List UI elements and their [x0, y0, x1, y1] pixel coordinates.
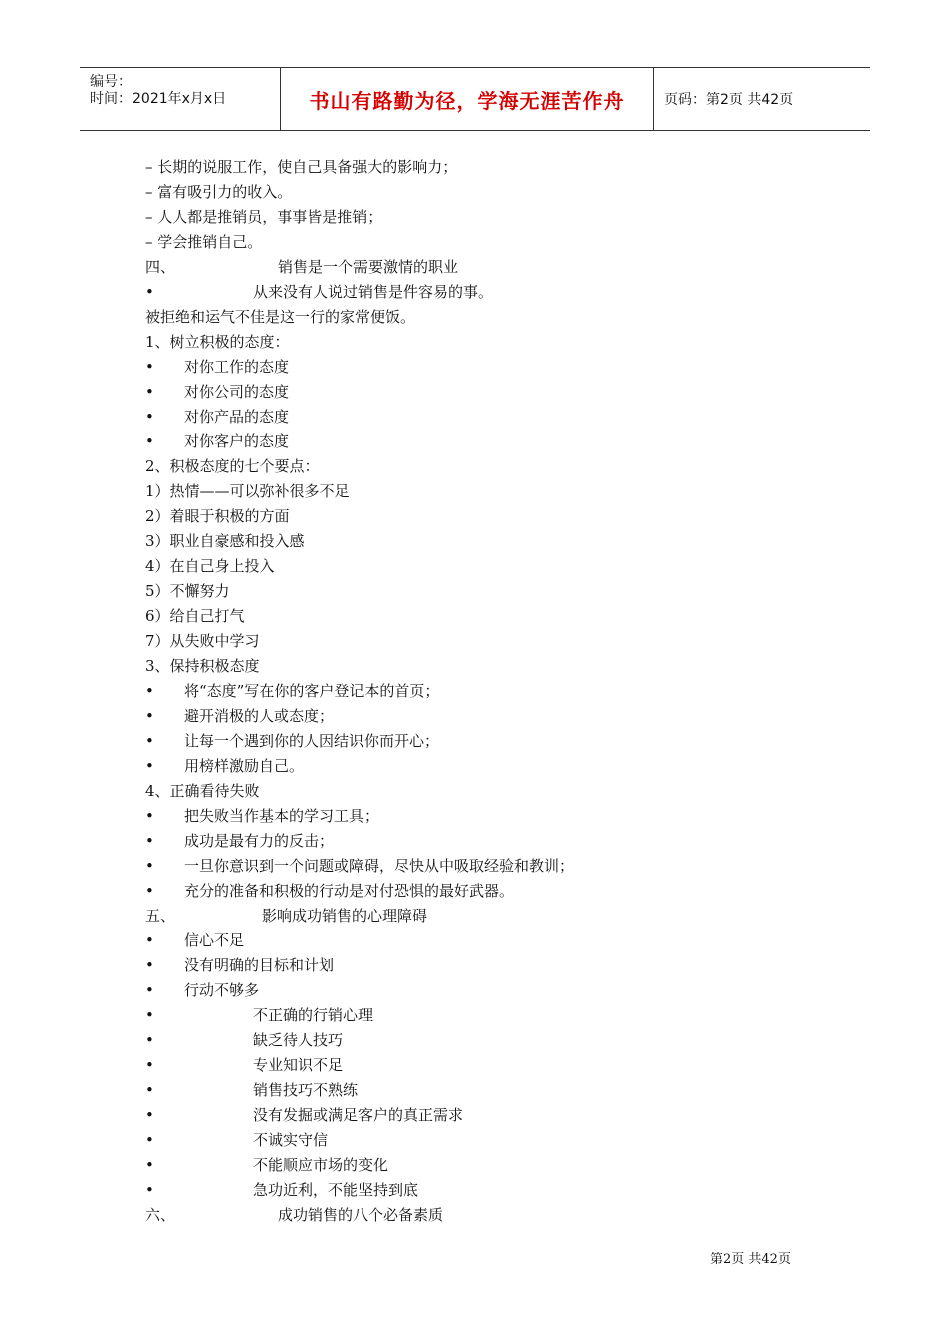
bullet-marker: • — [145, 1106, 154, 1125]
body-text-line: – 富有吸引力的收入。 — [145, 182, 293, 201]
page-footer-number: 第2页 共42页 — [710, 1252, 791, 1267]
document-number-label: 编号： — [90, 74, 132, 90]
bullet-marker: • — [145, 1131, 154, 1150]
bullet-marker: • — [145, 1006, 154, 1025]
body-text-line: 3）职业自豪感和投入感 — [145, 532, 305, 551]
body-text-line: 销售技巧不熟练 — [253, 1081, 359, 1100]
body-text-line: 4、正确看待失败 — [145, 781, 260, 800]
bullet-marker: • — [145, 282, 154, 301]
body-text-line: 不能顺应市场的变化 — [253, 1156, 389, 1174]
bullet-marker: • — [145, 856, 154, 875]
bullet-marker: • — [145, 981, 154, 1000]
body-text-line: 销售是一个需要激情的职业 — [278, 257, 459, 276]
body-text-line: 1、树立积极的态度： — [145, 332, 290, 351]
bullet-marker: • — [145, 1056, 154, 1075]
body-text-line: 对你工作的态度 — [184, 357, 290, 376]
body-text-line: 3、保持积极态度 — [145, 657, 260, 675]
document-date-label: 时间：2021年x月x日 — [90, 91, 227, 107]
body-text-line: 没有明确的目标和计划 — [184, 956, 335, 975]
body-text-line: 没有发掘或满足客户的真正需求 — [253, 1106, 464, 1125]
bullet-marker: • — [145, 681, 154, 700]
bullet-marker: • — [145, 956, 154, 975]
bullet-marker: • — [145, 731, 154, 750]
bullet-marker: • — [145, 706, 154, 725]
bullet-marker: • — [145, 357, 154, 376]
body-text-line: 让每一个遇到你的人因结识你而开心； — [184, 731, 440, 750]
bullet-marker: • — [145, 931, 154, 950]
body-text-line: 1）热情——可以弥补很多不足 — [145, 482, 350, 501]
header-motto: 书山有路勤为径，学海无涯苦作舟 — [281, 68, 654, 130]
body-text-line: 2）着眼于积极的方面 — [145, 507, 290, 526]
bullet-marker: • — [145, 1180, 154, 1199]
bullet-marker: • — [145, 432, 154, 451]
page-header — [80, 67, 870, 131]
body-text-line: 用榜样激励自己。 — [184, 756, 305, 775]
body-text-line: 7）从失败中学习 — [145, 632, 260, 651]
body-text-line: 行动不够多 — [184, 981, 260, 1000]
body-text-line: 成功是最有力的反击； — [184, 831, 335, 850]
bullet-marker: • — [145, 881, 154, 900]
body-text-line: 被拒绝和运气不佳是这一行的家常便饭。 — [145, 307, 416, 326]
bullet-marker: • — [145, 831, 154, 850]
body-text-line: 6）给自己打气 — [145, 607, 245, 626]
body-text-line: 从来没有人说过销售是件容易的事。 — [253, 282, 494, 301]
body-text-line: 成功销售的八个必备素质 — [278, 1205, 444, 1224]
bullet-marker: • — [145, 1156, 154, 1174]
body-text-line: – 学会推销自己。 — [145, 232, 263, 251]
body-text-line: 将“态度”写在你的客户登记本的首页； — [184, 681, 440, 700]
body-text-line: 对你客户的态度 — [184, 432, 290, 451]
bullet-marker: • — [145, 382, 154, 401]
body-text-line: 信心不足 — [184, 931, 245, 950]
header-page-number: 页码：第2页 共42页 — [664, 92, 794, 108]
body-text-line: – 人人都是推销员，事事皆是推销； — [145, 207, 383, 226]
body-text-line: 急功近利，不能坚持到底 — [253, 1180, 419, 1199]
body-text-line: 不正确的行销心理 — [253, 1006, 374, 1025]
body-text-line: 影响成功销售的心理障碍 — [262, 906, 428, 925]
body-text-line: 充分的准备和积极的行动是对付恐惧的最好武器。 — [184, 881, 515, 900]
section-number: 六、 — [145, 1205, 176, 1224]
body-text-line: 不诚实守信 — [253, 1131, 329, 1150]
section-number: 四、 — [145, 257, 176, 276]
header-meta-cell — [80, 68, 281, 130]
body-text-line: 缺乏待人技巧 — [253, 1031, 344, 1050]
body-text-line: 对你产品的态度 — [184, 407, 290, 426]
body-text-line: 一旦你意识到一个问题或障碍，尽快从中吸取经验和教训； — [184, 856, 575, 875]
body-text-line: 2、积极态度的七个要点： — [145, 457, 320, 476]
body-text-line: 把失败当作基本的学习工具； — [184, 806, 380, 825]
bullet-marker: • — [145, 407, 154, 426]
body-text-line: 5）不懈努力 — [145, 582, 230, 601]
bullet-marker: • — [145, 756, 154, 775]
section-number: 五、 — [145, 906, 176, 925]
body-text-line: 4）在自己身上投入 — [145, 557, 275, 576]
body-text-line: – 长期的说服工作，使自己具备强大的影响力； — [145, 158, 458, 176]
body-text-line: 对你公司的态度 — [184, 382, 290, 401]
body-text-line: 专业知识不足 — [253, 1056, 344, 1075]
bullet-marker: • — [145, 806, 154, 825]
bullet-marker: • — [145, 1031, 154, 1050]
body-text-line: 避开消极的人或态度； — [184, 706, 335, 725]
bullet-marker: • — [145, 1081, 154, 1100]
